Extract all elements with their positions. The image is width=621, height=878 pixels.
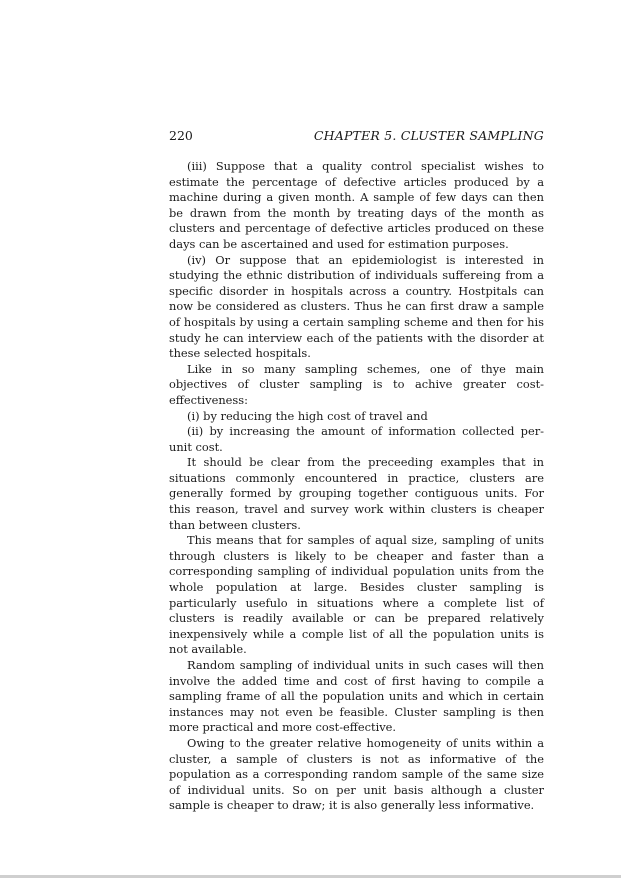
paragraph-reason-information: (ii) by increasing the amount of information collected per-unit cost.: [169, 424, 544, 454]
paragraph-homogeneity: Owing to the greater relative homogeneity of units within a cluster, a sample of clusters is not as informative of the population as a corresponding random sample of the same size of individual units. So on per unit basis although a cluster sample is cheaper to draw; it is also generally less informative.: [169, 735, 544, 813]
running-head: [169, 128, 544, 146]
paragraph-random-sampling-cost: Random sampling of individual units in such cases will then involve the added time and cost of first having to compile a sampling frame of all the population units and which in certain instances may not even be feasible. Cluster sampling is then more practical and more cost-effective.: [169, 658, 544, 735]
paragraph-cost-effectiveness: Like in so many sampling schemes, one of thye main objectives of cluster sampling is to achive greater cost-effectiveness:: [169, 361, 544, 407]
paragraph-equal-size-samples: This means that for samples of aqual size, sampling of units through clusters is likely to be cheaper and faster than a corresponding sampling of individual population units from the whole population at large. Besides cluster sampling is particularly usefulo in situations where a complete list of clusters is readily available or can be prepared relatively inexpensively while a comple list of all the population units is not available.: [169, 533, 544, 657]
paragraph-epidemiologist-example: (iv) Or suppose that an epidemiologist is interested in studying the ethnic distribution of individuals suffereing from a specific disorder in hospitals across a country. Hostpitals can now be considered as clusters. Thus he can first draw a sample of hospitals by using a certain sampling scheme and then for his study he can interview each of the patients with the disorder at these selected hospitals.: [169, 252, 544, 361]
body-text: [169, 159, 544, 814]
paragraph-contiguous-units: It should be clear from the preceeding examples that in situations commonly encountered in practice, clusters are generally formed by grouping together contiguous units. For this reason, travel and survey work within clusters is cheaper than between clusters.: [169, 455, 544, 532]
page-number: 220: [169, 128, 193, 143]
chapter-title: CHAPTER 5. CLUSTER SAMPLING: [313, 128, 544, 143]
paragraph-reason-travel: (i) by reducing the high cost of travel and: [187, 408, 428, 423]
paragraph-quality-control-example: (iii) Suppose that a quality control specialist wishes to estimate the percentage of defective articles produced by a machine during a given month. A sample of few days can then be drawn from the month by treating days of the month as clusters and percentage of defective articles produced on these days can be ascertained and used for estimation purposes.: [169, 159, 544, 251]
